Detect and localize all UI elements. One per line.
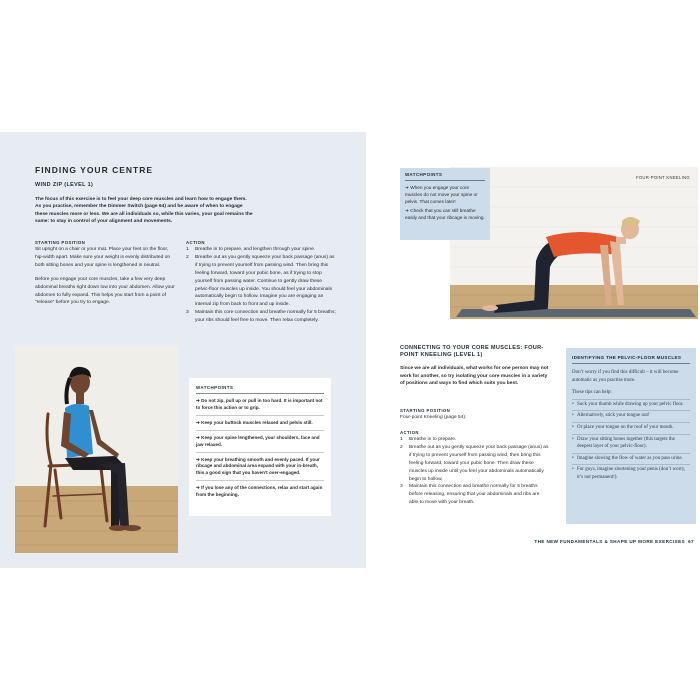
right-page xyxy=(366,132,700,568)
pelvic-floor-tips-box xyxy=(566,348,696,524)
tips-lead: These tips can help: xyxy=(572,390,612,396)
watchpoint-item: ➔ If you lose any of the connections, relax and start again from the beginning. xyxy=(196,485,323,498)
starting-position xyxy=(35,240,175,307)
action-step: 3 Maintain this core connection and breathe normally for 5 breaths; your ribs should feel free to move. Then relax completely. xyxy=(186,310,336,324)
seated-woman-illustration xyxy=(15,346,178,553)
action-label: ACTION xyxy=(400,430,419,435)
starting-position-label: STARTING POSITION xyxy=(35,240,86,245)
tips-intro: Don’t worry if you find this difficult – it will become automatic as you practise more. xyxy=(572,370,679,383)
action-label: ACTION xyxy=(186,240,205,245)
exercise-intro: The focus of this exercise is to feel your deep core muscles and learn how to engage them. As you practise, remember the Dimmer Switch (page 64) and be aware of when to engage these muscles more or less. We are all individuals so, while this varies, your goal remains the same: to stay in control of your alignment and movements. xyxy=(35,197,253,225)
action-step: 3 Maintain this connection and breathe normally for 5 breaths before releasing, ensuring that your abdominals and ribs are able to move with your breath. xyxy=(400,484,540,506)
page-number: 67 xyxy=(688,539,694,544)
starting-position-text: Before you engage your core muscles, take a few very deep abdominal breaths right down low into your abdomen. Allow your abdomen to fully expand. This helps you start from a point of “release” before you try to engage. xyxy=(35,276,175,306)
tip-item: • Draw your sitting bones together (this targets the deepest layer of your pelvic-floor). xyxy=(572,434,690,453)
footer-title: THE NEW FUNDAMENTALS & SHAPE UP MORE EXERCISES xyxy=(534,539,686,544)
tips-heading: IDENTIFYING THE PELVIC-FLOOR MUSCLES xyxy=(572,355,690,364)
starting-position-text: Four-point Kneeling (page 54). xyxy=(400,415,467,420)
exercise-subtitle: WIND ZIP (LEVEL 1) xyxy=(35,182,94,188)
tip-item: • Imagine slowing the flow of water as you pass urine. xyxy=(572,453,690,465)
watchpoints-list xyxy=(196,398,324,502)
action-step: 2 Breathe out as you gently squeeze your back passage (anus) as if trying to prevent yourself from passing wind. Then bring this feeling forward, toward your pubic bone, as if trying to stop yourself from passing water. Continue to gently draw these pelvic-floor muscles up inside. You should feel your abdominals automatically begin to hollow. Imagine you are engaging an internal zip from back to front and up inside. xyxy=(186,254,335,308)
left-page xyxy=(0,132,366,568)
tip-item: • Alternatively, stick your tongue out! xyxy=(572,410,690,422)
section-heading: CONNECTING TO YOUR CORE MUSCLES: FOUR-POINT KNEELING (LEVEL 1) xyxy=(400,345,544,359)
action-steps xyxy=(186,246,336,325)
action-section xyxy=(400,430,550,507)
watchpoint-item: ➔ Keep your spine lengthened, your shoulders, face and jaw relaxed. xyxy=(196,435,324,453)
watchpoint-item: ➔ Do not zip, pull up or pull in too hard. It is important not to force this action or to grip. xyxy=(196,398,324,416)
watchpoint-item: ➔ When you engage your core muscles do not move your spine or pelvis. That comes later! xyxy=(405,185,478,204)
watchpoints-heading: WATCHPOINTS xyxy=(196,385,324,394)
watchpoints-heading: WATCHPOINTS xyxy=(405,172,485,181)
photo-caption: FOUR-POINT KNEELING xyxy=(635,175,690,180)
page-title: FINDING YOUR CENTRE xyxy=(35,165,154,175)
tip-item: • For guys, imagine shortening your penis (don’t worry, it’s not permanent!). xyxy=(572,464,690,483)
watchpoint-item: ➔ Check that you can still breathe easily and that your ribcage is moving. xyxy=(405,208,485,220)
starting-position-text: Sit upright on a chair or your mat. Place your feet on the floor, hip-width apart. Make sure your weight is evenly distributed on both sitting bones and your spine is lengthened in neutral. xyxy=(35,247,171,268)
tip-item: • Suck your thumb while drawing up your pelvic floor. xyxy=(572,399,690,411)
tips-list xyxy=(572,399,690,484)
starting-position-label: STARTING POSITION xyxy=(400,408,451,413)
running-footer xyxy=(534,539,694,544)
book-spread xyxy=(0,132,700,568)
watchpoint-item: ➔ Keep your breathing smooth and evenly paced. If your ribcage and abdominal area expand with your in-breath, this a good sign that you haven’t over-engaged. xyxy=(196,457,324,482)
action-steps xyxy=(400,436,550,507)
action-step: 1 Breathe in to prepare. xyxy=(400,437,457,442)
starting-position xyxy=(400,408,550,422)
seated-woman-photo xyxy=(15,346,178,553)
tip-item: • Or place your tongue on the roof of your mouth. xyxy=(572,422,690,434)
watchpoints-box-right xyxy=(400,168,490,240)
watchpoints-list xyxy=(405,184,485,221)
action-step: 2 Breathe out as you gently squeeze your back passage (anus) as if trying to prevent yourself from passing wind, then bring this feeling forward, toward your pubic bone. Then draw these muscles up inside until you feel your abdominals automatically begin to hollow. xyxy=(400,444,549,482)
action-step: 1 Breathe in to prepare, and lengthen through your spine. xyxy=(186,247,316,252)
action-section xyxy=(186,240,336,325)
watchpoints-box xyxy=(189,378,331,516)
section-intro: Since we are all individuals, what works for one person may not work for another, so try isolating your core muscles in a variety of positions and ways to find which suits you best. xyxy=(400,366,549,387)
watchpoint-item: ➔ Keep your buttock muscles relaxed and pelvis still. xyxy=(196,420,324,431)
